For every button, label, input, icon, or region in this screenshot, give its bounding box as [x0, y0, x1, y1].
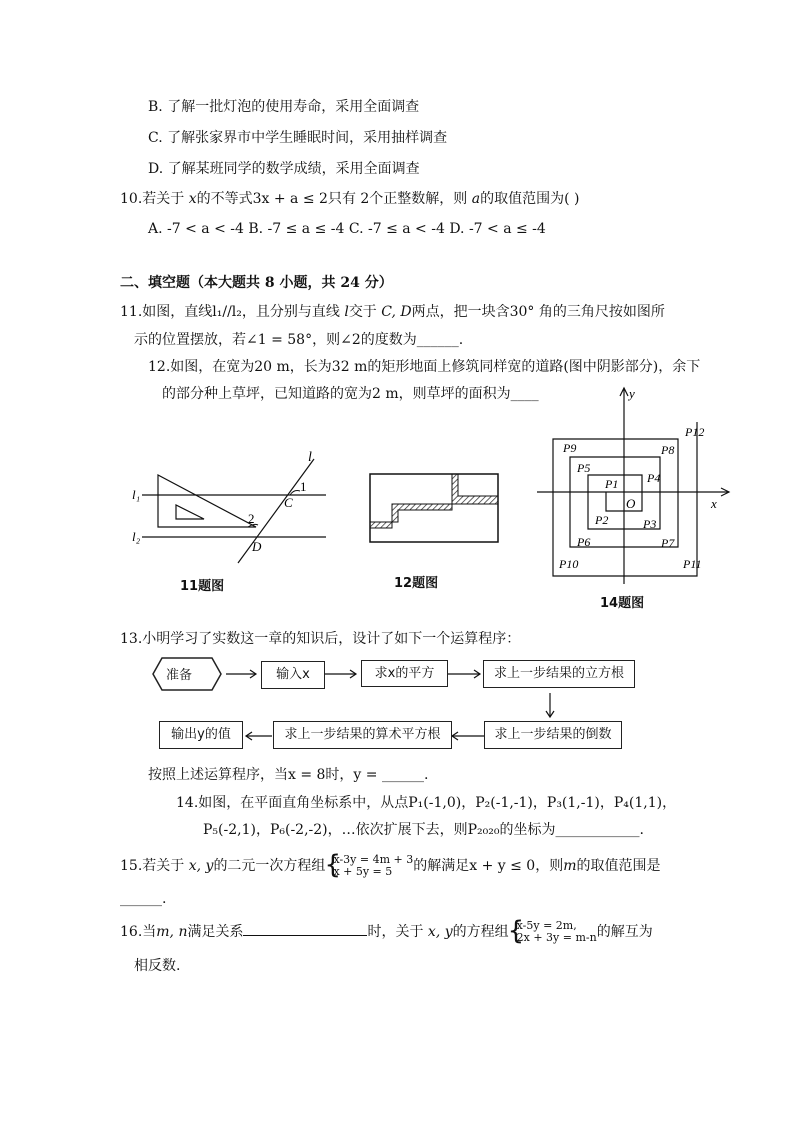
label-p7: P7 [661, 536, 675, 550]
label-p12: P12 [685, 425, 705, 439]
q15-post: 的取值范围是 [576, 858, 661, 874]
q16-system [509, 920, 597, 944]
q16-eq2: 2x + 3y = m-n [516, 931, 597, 944]
q16-vars-xy: x, y [427, 924, 453, 940]
label-l1: l₁ [132, 487, 141, 502]
label-p6: P6 [577, 535, 591, 549]
label-l2: l₂ [132, 529, 141, 544]
figure-12 [368, 472, 500, 544]
q15-var-m: m [563, 858, 577, 874]
q9-option-b: B. 了解一批灯泡的使用寿命，采用全面调查 [148, 99, 420, 115]
q11-line1 [120, 303, 665, 321]
section-title: 二、填空题（本大题共 8 小题，共 24 分） [120, 275, 393, 291]
label-c: C [284, 495, 293, 510]
q15-line1 [120, 852, 661, 880]
flow-output: 输出y的值 [159, 721, 243, 749]
label-y: y [629, 386, 635, 401]
label-p1: P1 [605, 477, 619, 491]
q15-post-pre: 的解满足x + y ≤ 0，则 [413, 858, 564, 874]
label-angle-1: 1 [300, 479, 307, 494]
q16-mid3: 的方程组 [452, 924, 509, 940]
figure-14-caption: 14题图 [600, 596, 645, 611]
q16-line1 [120, 918, 653, 946]
label-l: l [308, 450, 312, 465]
flow-input: 输入x [261, 661, 325, 689]
q11-line1-pre: 11.如图，直线l₁//l₂，且分别与直线 [120, 304, 345, 320]
figure-12-caption: 12题图 [394, 576, 439, 591]
flow-sqrt: 求上一步结果的算术平方根 [273, 721, 452, 749]
q12-line1: 12.如图，在宽为20 m，长为32 m的矩形地面上修筑同样宽的道路(图中阴影部分)，余下 [148, 359, 701, 375]
q10-stem-pre: 10.若关于 [120, 191, 189, 207]
q10-stem-post: 的取值范围为( ) [480, 191, 580, 207]
q10-var-x: x [188, 191, 197, 207]
q13-stem: 13.小明学习了实数这一章的知识后，设计了如下一个运算程序： [120, 631, 521, 647]
q9-option-d: D. 了解某班同学的数学成绩，采用全面调查 [148, 161, 420, 177]
q15-mid: 的二元一次方程组 [213, 858, 326, 874]
flow-reciprocal: 求上一步结果的倒数 [484, 721, 622, 749]
q15-system [325, 854, 413, 878]
q15-eq1: { x-3y = 4m + 3 [333, 853, 414, 866]
label-p10: P10 [559, 557, 579, 571]
label-p2: P2 [595, 513, 609, 527]
q16-blank [243, 921, 367, 936]
q15-pre: 15.若关于 [120, 858, 189, 874]
flow-cuberoot: 求上一步结果的立方根 [483, 660, 635, 688]
q16-mid2: 时，关于 [367, 924, 428, 940]
q15-line2: ______. [120, 891, 167, 907]
q16-eq1: { x-5y = 2m, [516, 919, 577, 932]
figure-11 [128, 445, 338, 565]
q10-stem [120, 190, 580, 208]
q10-var-a: a [471, 191, 481, 207]
q14-line2: P₅(-2,1)，P₆(-2,-2)，…依次扩展下去，则P₂₀₂₀的坐标为____________. [203, 822, 644, 838]
label-p3: P3 [643, 517, 657, 531]
flow-start: 准备 [166, 668, 193, 683]
set-square-hole [176, 505, 204, 519]
label-p4: P4 [647, 471, 661, 485]
q16-vars-mn: m, n [156, 924, 188, 940]
q9-option-c: C. 了解张家界市中学生睡眠时间，采用抽样调查 [148, 130, 448, 146]
q11-line-l: l [344, 304, 349, 320]
q11-line2: 示的位置摆放，若∠1 = 58°，则∠2的度数为______. [134, 332, 464, 348]
q12-line2: 的部分种上草坪，已知道路的宽为2 m，则草坪的面积为____ [162, 386, 539, 402]
label-angle-2: 2 [248, 511, 255, 526]
label-p9: P9 [563, 441, 577, 455]
figure-14 [537, 384, 737, 584]
q11-points-cd: C, D [381, 304, 412, 320]
q10-stem-mid: 的不等式3x + a ≤ 2只有 2个正整数解，则 [196, 191, 472, 207]
q15-eq2: x + 5y = 5 [333, 865, 393, 878]
q11-line1-mid: 交于 [348, 304, 382, 320]
set-square [158, 475, 256, 527]
label-x: x [711, 496, 717, 511]
q11-line1-post: 两点，把一块含30° 角的三角尺按如图所 [411, 304, 665, 320]
q16-mid1: 满足关系 [187, 924, 244, 940]
figure-11-caption: 11题图 [180, 579, 225, 594]
label-p8: P8 [661, 443, 675, 457]
q14-line1: 14.如图，在平面直角坐标系中，从点P₁(-1,0)，P₂(-1,-1)，P₃(1,-1)，P₄(1,1)， [176, 795, 677, 811]
q16-post: 的解互为 [596, 924, 653, 940]
q16-pre: 16.当 [120, 924, 157, 940]
q15-vars: x, y [188, 858, 214, 874]
label-origin: O [626, 496, 636, 511]
label-d: D [252, 539, 262, 554]
q10-options: A. -7 < a < -4 B. -7 ≤ a ≤ -4 C. -7 ≤ a < -4 D. -7 < a ≤ -4 [148, 221, 546, 237]
q16-line2: 相反数. [134, 958, 181, 974]
label-p11: P11 [683, 557, 702, 571]
flow-square: 求x的平方 [361, 660, 448, 687]
label-p5: P5 [577, 461, 591, 475]
q13-question: 按照上述运算程序，当x = 8时，y = ______. [148, 767, 429, 783]
